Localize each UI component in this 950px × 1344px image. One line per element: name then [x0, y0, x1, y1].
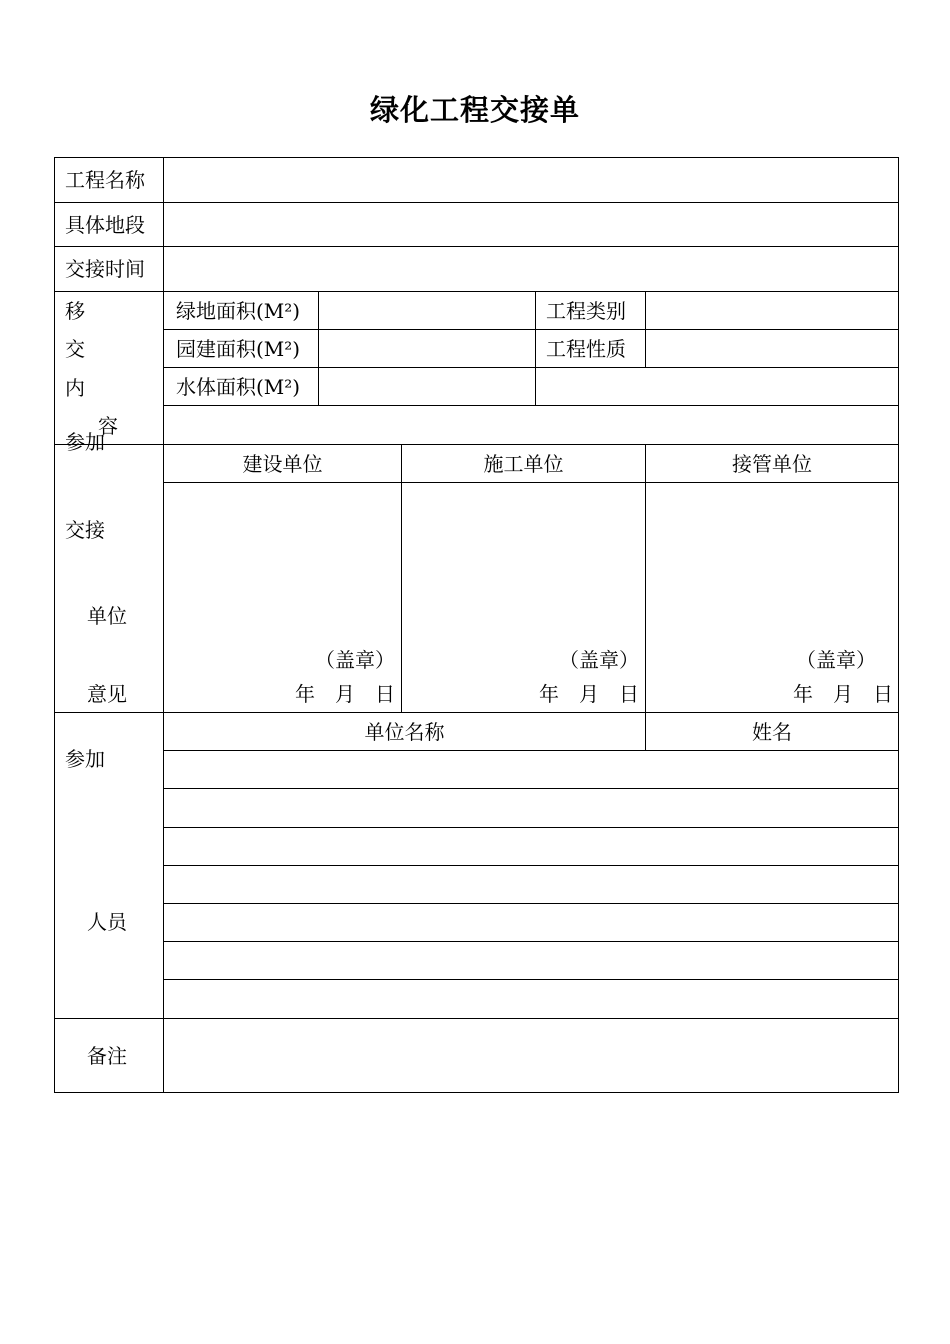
handover-time-field[interactable] — [164, 247, 898, 291]
seal-text: （盖章） — [796, 648, 876, 672]
col-header-person-name: 姓名 — [752, 720, 792, 744]
label-project-name: 工程名称 — [65, 168, 145, 192]
label-participants-line: 人员 — [87, 910, 127, 934]
label-opinion-line: 意见 — [87, 682, 127, 706]
project-nature-field[interactable] — [646, 330, 898, 367]
col-header-takeover-unit: 接管单位 — [732, 452, 812, 476]
row-divider — [54, 712, 899, 713]
project-category-field[interactable] — [646, 292, 898, 329]
location-field[interactable] — [164, 203, 898, 246]
label-garden-area: 园建面积(M²) — [176, 337, 301, 361]
label-location: 具体地段 — [65, 213, 145, 237]
date-text: 年 月 日 — [539, 682, 639, 706]
col-divider — [535, 291, 536, 406]
label-green-area: 绿地面积(M²) — [176, 299, 301, 323]
participant-row-field[interactable] — [164, 789, 898, 827]
label-opinion-line: 交接 — [65, 518, 105, 542]
date-text: 年 月 日 — [295, 682, 395, 706]
label-participants-line: 参加 — [65, 747, 105, 771]
label-transfer-char: 交 — [65, 337, 85, 361]
label-handover-time: 交接时间 — [65, 257, 145, 281]
label-project-category: 工程类别 — [546, 299, 626, 323]
table-border — [54, 1092, 899, 1093]
label-transfer-char: 内 — [65, 376, 85, 400]
participant-row-field[interactable] — [164, 828, 898, 865]
label-transfer-char: 容 — [98, 414, 118, 438]
contractor-unit-opinion-field[interactable] — [402, 483, 645, 712]
participant-row-field[interactable] — [164, 980, 898, 1018]
project-name-field[interactable] — [164, 158, 898, 202]
date-text: 年 月 日 — [793, 682, 893, 706]
row-divider — [54, 444, 899, 445]
construction-unit-opinion-field[interactable] — [164, 483, 401, 712]
label-project-nature: 工程性质 — [546, 337, 626, 361]
participant-row-field[interactable] — [164, 866, 898, 903]
page-title: 绿化工程交接单 — [369, 93, 580, 127]
garden-area-field[interactable] — [319, 330, 535, 367]
label-transfer-char: 移 — [65, 299, 85, 323]
seal-text: （盖章） — [315, 648, 395, 672]
participant-row-field[interactable] — [164, 942, 898, 979]
label-opinion-line: 单位 — [87, 604, 127, 628]
clipped-label: 参加 — [65, 430, 105, 454]
water-area-field[interactable] — [319, 368, 535, 405]
label-water-area: 水体面积(M²) — [176, 375, 301, 399]
table-border — [54, 157, 55, 1093]
col-header-construction-unit: 建设单位 — [242, 452, 323, 476]
remarks-field[interactable] — [164, 1019, 898, 1092]
col-header-contractor-unit: 施工单位 — [483, 452, 564, 476]
takeover-unit-opinion-field[interactable] — [646, 483, 898, 712]
participant-row-field[interactable] — [164, 904, 898, 941]
col-header-unit-name: 单位名称 — [364, 720, 445, 744]
transfer-extra-field[interactable] — [164, 406, 898, 444]
clipped-label-wrap — [55, 430, 163, 454]
table-border — [898, 157, 899, 1093]
green-area-field[interactable] — [319, 292, 535, 329]
label-remarks: 备注 — [87, 1044, 127, 1068]
seal-text: （盖章） — [559, 648, 639, 672]
participant-row-field[interactable] — [164, 751, 898, 788]
